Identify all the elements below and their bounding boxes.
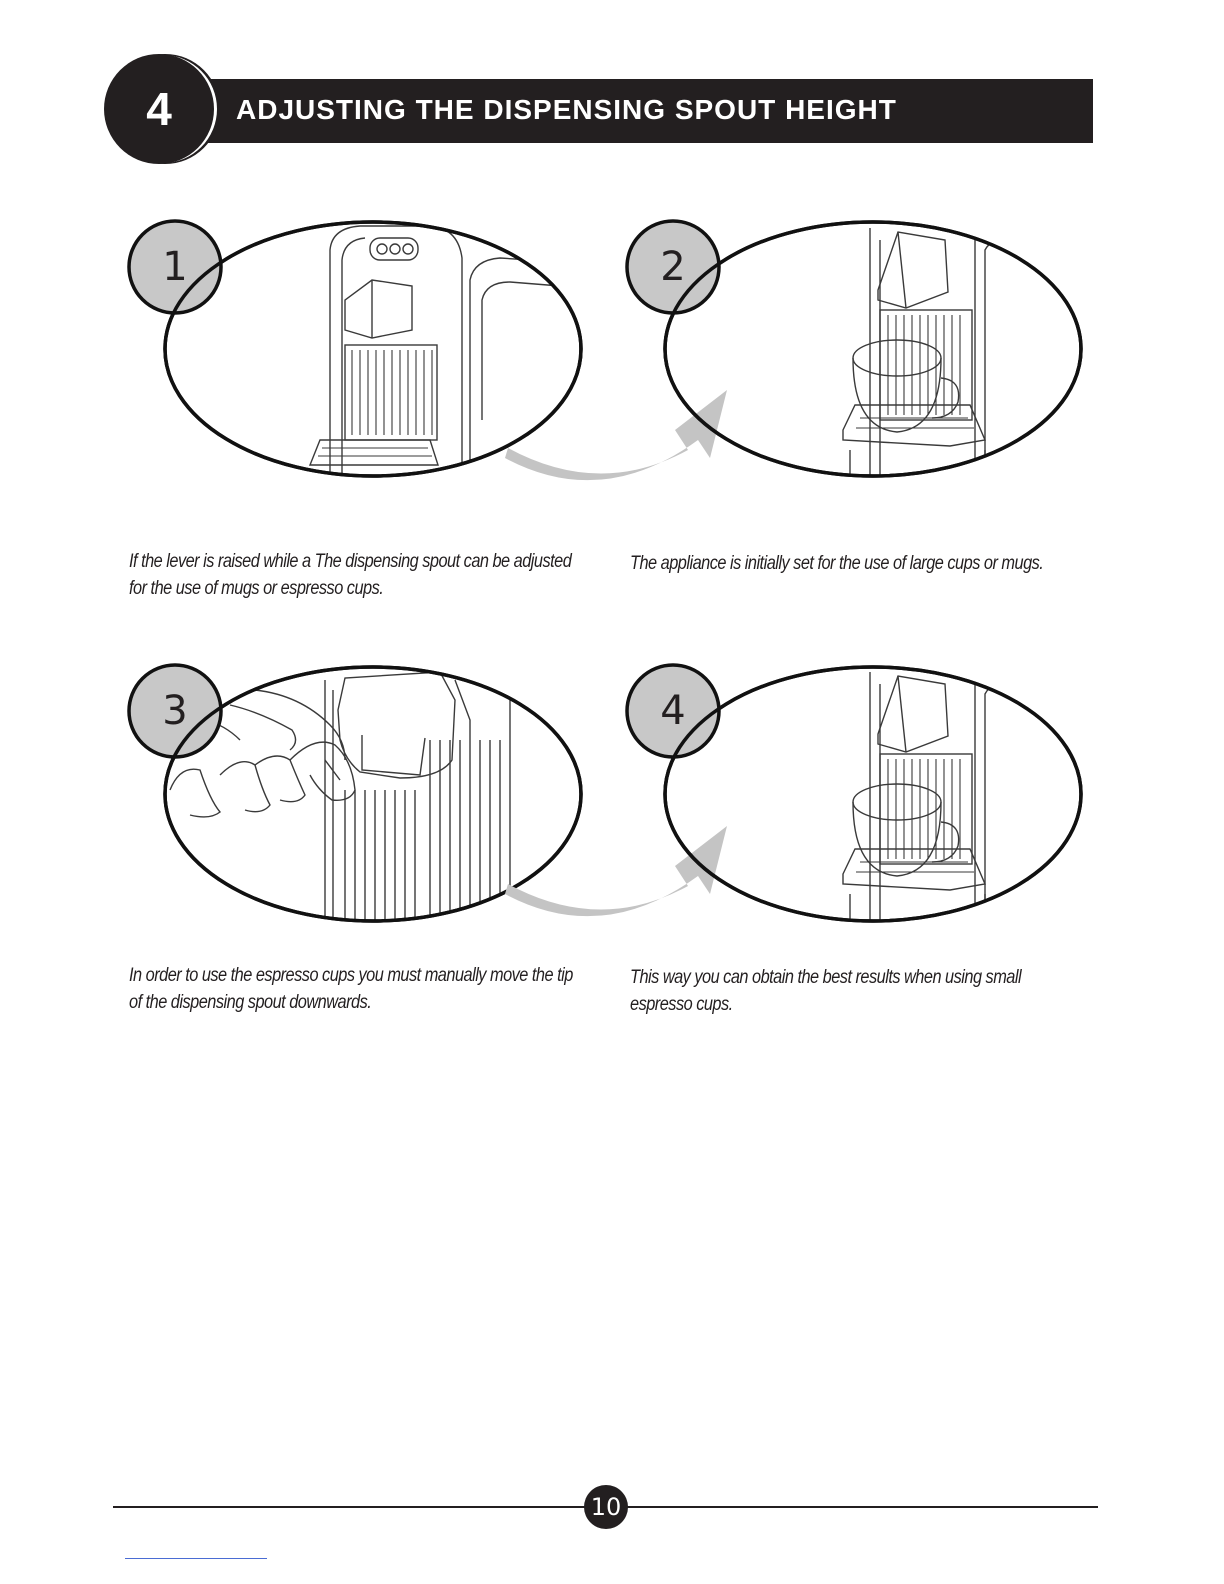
step-4-caption-line-2: espresso cups. (630, 994, 733, 1015)
step-3-caption-line-1: In order to use the espresso cups you must manually move the tip (129, 965, 573, 986)
step-1-caption-line-2: for the use of mugs or espresso cups. (129, 578, 384, 599)
step-3-number: 3 (162, 688, 188, 734)
page-number: 10 (590, 1493, 622, 1521)
footer-link-underline[interactable] (125, 1558, 267, 1559)
step-2-caption-line-1: The appliance is initially set for the use of large cups or mugs. (630, 553, 1044, 574)
step-4-number: 4 (660, 688, 686, 734)
step-2-number: 2 (660, 244, 686, 290)
step-4-caption (630, 964, 1112, 1018)
section-title: ADJUSTING THE DISPENSING SPOUT HEIGHT (236, 94, 897, 125)
step-4-caption-line-1: This way you can obtain the best results when using small (630, 967, 1022, 988)
step-1-number: 1 (162, 244, 188, 290)
step-1-caption-line-1: If the lever is raised while a The dispensing spout can be adjusted (129, 551, 572, 572)
section-number: 4 (146, 83, 172, 135)
step-3-caption-line-2: of the dispensing spout downwards. (129, 992, 372, 1013)
